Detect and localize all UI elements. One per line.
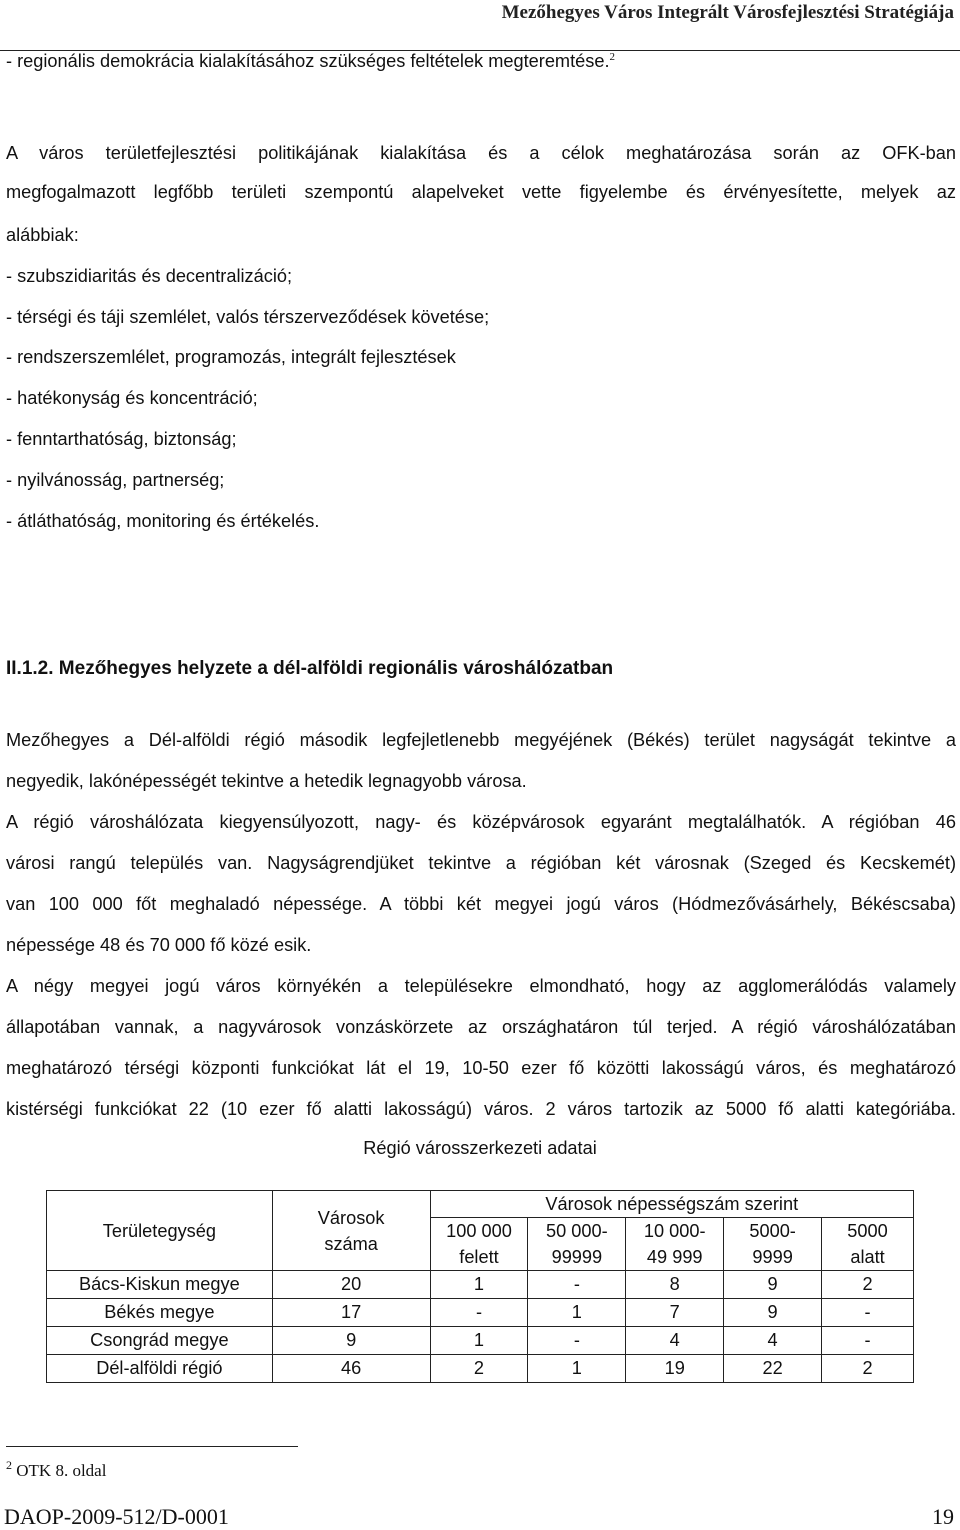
footnote [6, 1458, 106, 1481]
footnote-ref: 2 [609, 51, 616, 63]
table-cell: 9 [724, 1271, 822, 1299]
table-cell: Békés megye [47, 1299, 273, 1327]
paragraph-3-line-2: városi rangú település van. Nagyságrendjüket tekintve a régióban két városnak (Szeged és Kecskemét) [6, 853, 956, 873]
intro-line [6, 51, 956, 72]
table-cell: 2 [822, 1271, 914, 1299]
table-cell: Bács-Kiskun megye [47, 1271, 273, 1299]
table-row [47, 1327, 914, 1355]
subheader-cell [822, 1218, 914, 1271]
paragraph-2-line-1: Mezőhegyes a Dél-alföldi régió második legfejletlenebb megyéjének (Békés) terület nagyságát tekintve a [6, 730, 956, 750]
table-cell: 7 [626, 1299, 724, 1327]
table-cell: 22 [724, 1355, 822, 1383]
principle-item: - fenntarthatóság, biztonság; [6, 429, 237, 449]
header-city-count-line: száma [324, 1233, 378, 1254]
footer-doc-id: DAOP-2009-512/D-0001 [4, 1504, 229, 1529]
table-header-row [47, 1191, 914, 1218]
footnote-text: OTK 8. oldal [16, 1461, 107, 1480]
table-cell: 19 [626, 1355, 724, 1383]
table-cell: - [822, 1299, 914, 1327]
subheader-cell [528, 1218, 626, 1271]
table-cell: 4 [724, 1327, 822, 1355]
table-cell: 9 [272, 1327, 430, 1355]
table-cell: 2 [822, 1355, 914, 1383]
section-heading: II.1.2. Mezőhegyes helyzete a dél-alföldi regionális városhálózatban [6, 658, 614, 679]
footnote-rule [6, 1446, 298, 1447]
paragraph-4-line-2: állapotában vannak, a nagyvárosok vonzáskörzete az országhatáron túl terjed. A régió városhálózatában [6, 1017, 956, 1037]
subheader-line: 5000- [749, 1221, 796, 1241]
table-cell: 20 [272, 1271, 430, 1299]
principle-item: - szubszidiaritás és decentralizáció; [6, 266, 293, 286]
subheader-line: 10 000- [643, 1221, 706, 1241]
paragraph-4-line-3: meghatározó térségi központi funkciókat lát el 19, 10-50 ezer fő közötti lakosságú város, és meghatározó [6, 1058, 956, 1078]
paragraph-1-line-2: megfogalmazott legfőbb területi szempontú alapelveket vette figyelembe és érvényesítette, melyek az [6, 182, 956, 202]
paragraph-3-line-3: van 100 000 főt meghaladó népessége. A többi két megyei jogú város (Hódmezővásárhely, Békéscsaba) [6, 894, 956, 914]
header-population-group: Városok népességszám szerint [430, 1191, 913, 1218]
table-cell: 1 [430, 1327, 528, 1355]
paragraph-4-line-1: A négy megyei jogú város környékén a településekre elmondható, hogy az agglomerálódás valamely [6, 976, 956, 996]
principle-item: - térségi és táji szemlélet, valós térszerveződések követése; [6, 307, 490, 327]
subheader-line: 49 999 [646, 1247, 703, 1267]
subheader-line: felett [459, 1247, 499, 1267]
page-header-title: Mezőhegyes Város Integrált Városfejlesztési Stratégiája [501, 2, 954, 23]
principle-item: - nyilvánosság, partnerség; [6, 470, 225, 490]
subheader-cell [724, 1218, 822, 1271]
table-cell: 1 [528, 1355, 626, 1383]
paragraph-3-line-4: népessége 48 és 70 000 fő közé esik. [6, 935, 312, 955]
table-cell: - [528, 1327, 626, 1355]
subheader-line: alatt [850, 1247, 885, 1267]
table-cell: 1 [528, 1299, 626, 1327]
table-cell: 8 [626, 1271, 724, 1299]
subheader-cell [430, 1218, 528, 1271]
table-row [47, 1271, 914, 1299]
table-cell: 4 [626, 1327, 724, 1355]
header-city-count [272, 1191, 430, 1271]
paragraph-4-line-4: kistérségi funkciókat 22 (10 ezer fő alatti lakosságú) város. 2 város tartozik az 5000 fő alatti kategóriába. [6, 1099, 956, 1119]
principle-item: - rendszerszemlélet, programozás, integrált fejlesztések [6, 347, 456, 367]
intro-text: - regionális demokrácia kialakításához szükséges feltételek megteremtése. [6, 51, 610, 72]
table-cell: - [528, 1271, 626, 1299]
footnote-number: 2 [6, 1458, 12, 1472]
table-row [47, 1355, 914, 1383]
header-unit: Területegység [47, 1191, 273, 1271]
table-cell: - [822, 1327, 914, 1355]
table-cell: 46 [272, 1355, 430, 1383]
header-city-count-line: Városok [317, 1207, 385, 1228]
table-caption: Régió városszerkezeti adatai [363, 1138, 597, 1158]
subheader-line: 50 000- [546, 1221, 608, 1241]
table-cell: - [430, 1299, 528, 1327]
table-cell: Csongrád megye [47, 1327, 273, 1355]
page-number: 19 [932, 1504, 954, 1529]
paragraph-1-line-1: A város területfejlesztési politikájának kialakítása és a célok meghatározása során az OFK-ban [6, 143, 956, 163]
table-cell: Dél-alföldi régió [47, 1355, 273, 1383]
principle-item: - átláthatóság, monitoring és értékelés. [6, 511, 320, 531]
table-cell: 2 [430, 1355, 528, 1383]
subheader-cell [626, 1218, 724, 1271]
paragraph-2-line-2: negyedik, lakónépességét tekintve a hetedik legnagyobb városa. [6, 771, 527, 791]
table-row [47, 1299, 914, 1327]
paragraph-3-line-1: A régió városhálózata kiegyensúlyozott, nagy- és középvárosok egyaránt megtalálhatók. A régióban 46 [6, 812, 956, 832]
city-structure-table [46, 1190, 914, 1383]
paragraph-1-line-3: alábbiak: [6, 225, 79, 245]
subheader-line: 9999 [752, 1247, 793, 1267]
table-cell: 1 [430, 1271, 528, 1299]
principle-item: - hatékonyság és koncentráció; [6, 388, 258, 408]
subheader-line: 5000 [847, 1221, 888, 1241]
subheader-line: 99999 [551, 1247, 603, 1267]
table-cell: 17 [272, 1299, 430, 1327]
subheader-line: 100 000 [446, 1221, 512, 1241]
table-cell: 9 [724, 1299, 822, 1327]
